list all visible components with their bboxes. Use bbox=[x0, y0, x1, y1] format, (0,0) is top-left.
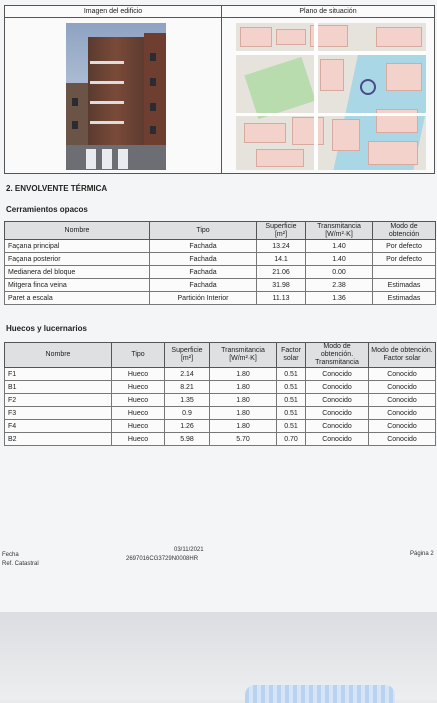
table-cell: 1.40 bbox=[306, 240, 373, 253]
table-cell: 2.38 bbox=[306, 279, 373, 292]
table-cell: 0.51 bbox=[277, 381, 306, 394]
table-cell: Fachada bbox=[150, 253, 257, 266]
building-photo bbox=[66, 23, 166, 170]
column-header: Superficie [m²] bbox=[165, 343, 210, 368]
column-header: Nombre bbox=[5, 343, 112, 368]
table-cell: 1.80 bbox=[210, 368, 277, 381]
table-cell: 1.80 bbox=[210, 407, 277, 420]
table-cell: 1.40 bbox=[306, 253, 373, 266]
column-header: Factor solar bbox=[277, 343, 306, 368]
table-cell: 1.80 bbox=[210, 381, 277, 394]
image-title: Imagen del edificio bbox=[5, 6, 222, 18]
table-cell: Conocido bbox=[369, 381, 436, 394]
table-cell: Hueco bbox=[112, 407, 165, 420]
table-cell: 21.06 bbox=[257, 266, 306, 279]
table-cell: Conocido bbox=[369, 420, 436, 433]
table-row bbox=[5, 407, 436, 420]
table-cell: 1.26 bbox=[165, 420, 210, 433]
table-cell: Façana posterior bbox=[5, 253, 150, 266]
table-cell: Hueco bbox=[112, 381, 165, 394]
table-cell: Fachada bbox=[150, 266, 257, 279]
table-cell: Conocido bbox=[369, 433, 436, 446]
table-row bbox=[5, 240, 436, 253]
table-row bbox=[5, 279, 436, 292]
table-cell: F2 bbox=[5, 394, 112, 407]
table-cell: 1.80 bbox=[210, 420, 277, 433]
table-cell: Conocido bbox=[306, 407, 369, 420]
table-cell: Fachada bbox=[150, 240, 257, 253]
column-header: Modo de obtención. Factor solar bbox=[369, 343, 436, 368]
table-row bbox=[5, 381, 436, 394]
table-cell: 0.51 bbox=[277, 394, 306, 407]
fecha-value: 03/11/2021 bbox=[174, 547, 204, 553]
ref-catastral-value: 2697016CG3729N0008HR bbox=[126, 556, 199, 562]
table-cell: Por defecto bbox=[373, 240, 436, 253]
table-cell: 11.13 bbox=[257, 292, 306, 305]
column-header: Modo de obtención. Transmitancia bbox=[306, 343, 369, 368]
table-cell: 1.80 bbox=[210, 394, 277, 407]
table-row bbox=[5, 420, 436, 433]
column-header: Tipo bbox=[112, 343, 165, 368]
table-row bbox=[5, 292, 436, 305]
map-title: Plano de situación bbox=[222, 6, 435, 18]
table-cell: Conocido bbox=[306, 420, 369, 433]
table-cell: 31.98 bbox=[257, 279, 306, 292]
table-cell: 8.21 bbox=[165, 381, 210, 394]
table-cell: Conocido bbox=[306, 394, 369, 407]
table-cell: 5.98 bbox=[165, 433, 210, 446]
table-cell: Por defecto bbox=[373, 253, 436, 266]
table-cell bbox=[373, 266, 436, 279]
column-header: Transmitancia [W/m²·K] bbox=[210, 343, 277, 368]
table-row bbox=[5, 266, 436, 279]
huecos-title: Huecos y lucernarios bbox=[6, 324, 87, 333]
table-cell: Hueco bbox=[112, 433, 165, 446]
table-cell: 0.9 bbox=[165, 407, 210, 420]
table-cell: 0.00 bbox=[306, 266, 373, 279]
table-cell: B1 bbox=[5, 381, 112, 394]
table-cell: Conocido bbox=[369, 368, 436, 381]
table-cell: Mitgera finca veina bbox=[5, 279, 150, 292]
ref-catastral-label: Ref. Catastral bbox=[2, 561, 39, 567]
page-number: Página 2 bbox=[410, 551, 434, 557]
table-cell: Conocido bbox=[306, 368, 369, 381]
table-cell: Estimadas bbox=[373, 292, 436, 305]
table-cell: 13.24 bbox=[257, 240, 306, 253]
table-cell: 0.51 bbox=[277, 407, 306, 420]
table-row bbox=[5, 368, 436, 381]
situation-map bbox=[236, 23, 426, 170]
column-header: Tipo bbox=[150, 222, 257, 240]
table-cell: F1 bbox=[5, 368, 112, 381]
table-cell: Medianera del bloque bbox=[5, 266, 150, 279]
table-cell: Façana principal bbox=[5, 240, 150, 253]
location-marker-icon bbox=[360, 79, 376, 95]
fecha-label: Fecha bbox=[2, 552, 19, 558]
table-cell: Fachada bbox=[150, 279, 257, 292]
column-header: Superficie [m²] bbox=[257, 222, 306, 240]
table-row bbox=[5, 394, 436, 407]
column-header: Transmitancia [W/m²·K] bbox=[306, 222, 373, 240]
table-cell: Conocido bbox=[369, 394, 436, 407]
table-cell: Hueco bbox=[112, 368, 165, 381]
blue-object bbox=[245, 685, 395, 703]
opacos-table bbox=[4, 221, 436, 305]
column-header: Nombre bbox=[5, 222, 150, 240]
table-row bbox=[5, 433, 436, 446]
table-cell: B2 bbox=[5, 433, 112, 446]
table-cell: Hueco bbox=[112, 420, 165, 433]
table-cell: Partición Interior bbox=[150, 292, 257, 305]
table-cell: 14.1 bbox=[257, 253, 306, 266]
header-images-table bbox=[4, 5, 435, 174]
table-cell: Estimadas bbox=[373, 279, 436, 292]
huecos-table bbox=[4, 342, 436, 446]
table-cell: 0.70 bbox=[277, 433, 306, 446]
table-cell: Conocido bbox=[369, 407, 436, 420]
table-cell: 5.70 bbox=[210, 433, 277, 446]
table-cell: Paret a escala bbox=[5, 292, 150, 305]
table-cell: 0.51 bbox=[277, 368, 306, 381]
column-header: Modo de obtención bbox=[373, 222, 436, 240]
table-cell: Hueco bbox=[112, 394, 165, 407]
opacos-title: Cerramientos opacos bbox=[6, 205, 88, 214]
table-cell: 2.14 bbox=[165, 368, 210, 381]
table-cell: Conocido bbox=[306, 433, 369, 446]
table-row bbox=[5, 253, 436, 266]
table-cell: Conocido bbox=[306, 381, 369, 394]
table-cell: 0.51 bbox=[277, 420, 306, 433]
table-cell: F4 bbox=[5, 420, 112, 433]
table-cell: F3 bbox=[5, 407, 112, 420]
table-cell: 1.35 bbox=[165, 394, 210, 407]
table-cell: 1.36 bbox=[306, 292, 373, 305]
section-title: 2. ENVOLVENTE TÉRMICA bbox=[6, 184, 108, 193]
